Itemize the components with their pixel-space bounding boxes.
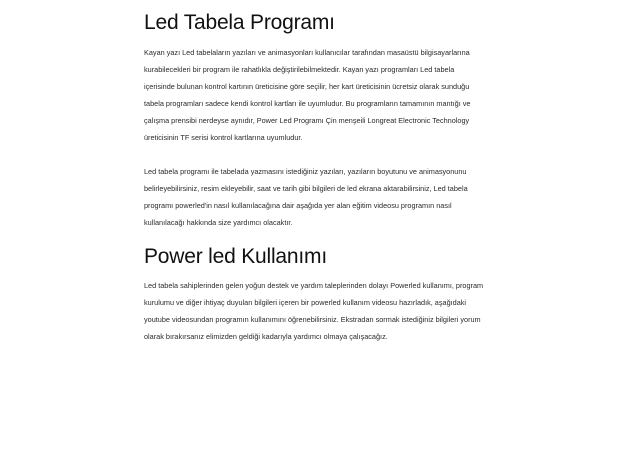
paragraph-line: içerisinde bulunan kontrol kartının üreticisine göre seçilir, her kart üreticisinin ücretsiz olarak sunduğu [144,82,470,91]
article [144,0,524,345]
paragraph-line: Kayan yazı Led tabelaların yazıları ve animasyonları kullanıcılar tarafından masaüstü bilgisayarlarına [144,48,470,57]
paragraph-line: kurabilecekleri bir program ile rahatlıkla değiştirilebilmektedir. Kayan yazı programları Led tabela [144,65,455,74]
paragraph-line: üreticisinin TF serisi kontrol kartlarına uyumludur. [144,133,303,142]
paragraph-line: kullanılacağı hakkında size yardımcı olacaktır. [144,218,293,227]
paragraph-line: belirleyebilirsiniz, resim ekleyebilir, saat ve tarih gibi bilgileri de led ekrana aktarabilirsiniz, Led tabela [144,184,468,193]
paragraph-program-usage [144,163,524,231]
paragraph-line: Led tabela sahiplerinden gelen yoğun destek ve yardım taleplerinden dolayı Powerled kullanımı, program [144,281,484,290]
paragraph-line: Led tabela programı ile tabelada yazmasını istediğiniz yazıları, yazıların boyutunu ve animasyonunu [144,167,467,176]
paragraph-line: youtube videosundan programın kullanımını öğrenebilirsiniz. Ekstradan sormak istediğiniz bilgileri yorum [144,315,481,324]
paragraph-line: kurulumu ve diğer ihtiyaç duyulan bilgileri içeren bir powerled kullanım videosu hazırladık, aşağıdaki [144,298,467,307]
paragraph-line: programı powerled'in nasıl kullanılacağına dair aşağıda yer alan eğitim videosu programın nasıl [144,201,452,210]
section-title-led-tabela-programi: Led Tabela Programı [144,11,335,34]
paragraph-line: çalışma prensibi nerdeyse aynıdır, Power Led Programı Çin menşeili Longreat Electronic Technology [144,116,470,125]
paragraph-intro [144,44,524,146]
paragraph-support [144,277,524,345]
paragraph-line: olarak bırakırsanız elimizden geldiği kadarıyla yardımcı olmaya çalışacağız. [144,332,388,341]
paragraph-line: tabela programları sadece kendi kontrol kartları ile uyumludur. Bu programların tamamının mantığı ve [144,99,471,108]
section-title-power-led-kullanimi: Power led Kullanımı [144,245,327,268]
